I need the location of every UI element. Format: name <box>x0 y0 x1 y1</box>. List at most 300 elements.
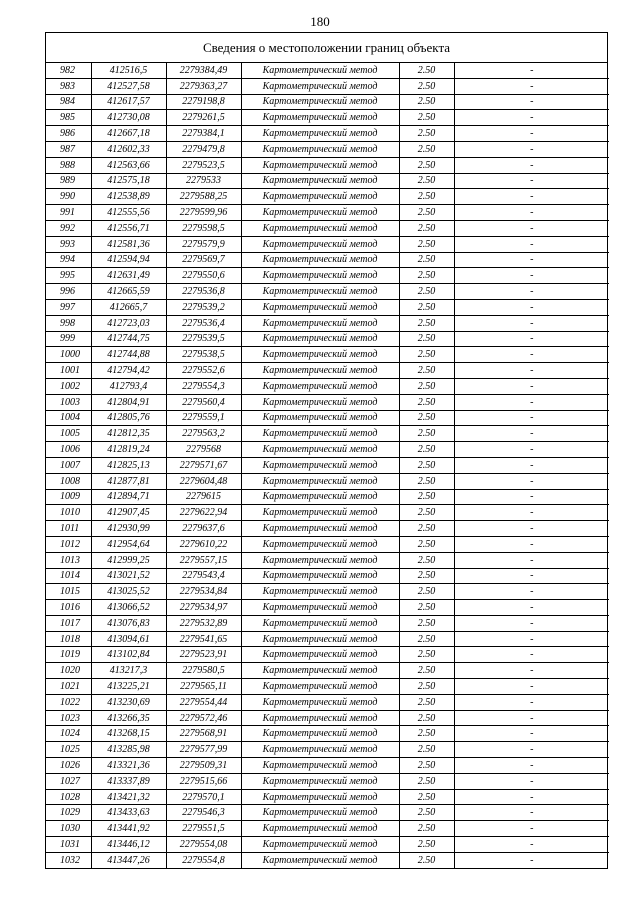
table-row <box>46 347 609 363</box>
table-row <box>46 568 609 584</box>
table-row <box>46 505 609 521</box>
coordinate-y-cell: 2279363,27 <box>166 78 241 94</box>
point-number-cell: 1031 <box>46 837 91 853</box>
table-row <box>46 710 609 726</box>
coordinate-x-cell: 412555,56 <box>91 205 166 221</box>
table-row <box>46 157 609 173</box>
coordinate-x-cell: 412665,7 <box>91 299 166 315</box>
point-number-cell: 1007 <box>46 457 91 473</box>
coordinate-x-cell: 412894,71 <box>91 489 166 505</box>
method-cell: Картометрический метод <box>241 141 399 157</box>
method-cell: Картометрический метод <box>241 505 399 521</box>
table-row <box>46 789 609 805</box>
table-row <box>46 473 609 489</box>
coordinate-x-cell: 412744,88 <box>91 347 166 363</box>
table-body <box>46 63 609 868</box>
note-cell: - <box>454 157 609 173</box>
coordinate-y-cell: 2279523,91 <box>166 647 241 663</box>
note-cell: - <box>454 552 609 568</box>
table-row <box>46 268 609 284</box>
accuracy-cell: 2.50 <box>399 78 454 94</box>
table-row <box>46 189 609 205</box>
note-cell: - <box>454 726 609 742</box>
coordinate-x-cell: 412812,35 <box>91 426 166 442</box>
coordinate-y-cell: 2279554,44 <box>166 694 241 710</box>
method-cell: Картометрический метод <box>241 647 399 663</box>
method-cell: Картометрический метод <box>241 347 399 363</box>
coordinate-x-cell: 412825,13 <box>91 457 166 473</box>
coordinate-y-cell: 2279560,4 <box>166 394 241 410</box>
method-cell: Картометрический метод <box>241 410 399 426</box>
point-number-cell: 1019 <box>46 647 91 663</box>
method-cell: Картометрический метод <box>241 805 399 821</box>
method-cell: Картометрический метод <box>241 331 399 347</box>
coordinate-y-cell: 2279554,3 <box>166 378 241 394</box>
coordinate-x-cell: 412617,57 <box>91 94 166 110</box>
accuracy-cell: 2.50 <box>399 268 454 284</box>
point-number-cell: 1027 <box>46 773 91 789</box>
point-number-cell: 1018 <box>46 631 91 647</box>
method-cell: Картометрический метод <box>241 299 399 315</box>
point-number-cell: 986 <box>46 126 91 142</box>
coordinate-y-cell: 2279568,91 <box>166 726 241 742</box>
method-cell: Картометрический метод <box>241 426 399 442</box>
note-cell: - <box>454 679 609 695</box>
point-number-cell: 995 <box>46 268 91 284</box>
accuracy-cell: 2.50 <box>399 299 454 315</box>
table-row <box>46 694 609 710</box>
point-number-cell: 1011 <box>46 521 91 537</box>
coordinate-x-cell: 413337,89 <box>91 773 166 789</box>
accuracy-cell: 2.50 <box>399 63 454 78</box>
coordinate-x-cell: 412538,89 <box>91 189 166 205</box>
coordinate-y-cell: 2279538,5 <box>166 347 241 363</box>
coordinate-x-cell: 412667,18 <box>91 126 166 142</box>
table-row <box>46 600 609 616</box>
method-cell: Картометрический метод <box>241 442 399 458</box>
note-cell: - <box>454 315 609 331</box>
point-number-cell: 983 <box>46 78 91 94</box>
coordinate-y-cell: 2279604,48 <box>166 473 241 489</box>
coordinate-y-cell: 2279571,67 <box>166 457 241 473</box>
method-cell: Картометрический метод <box>241 394 399 410</box>
coordinate-x-cell: 413076,83 <box>91 615 166 631</box>
accuracy-cell: 2.50 <box>399 758 454 774</box>
coordinate-x-cell: 412602,33 <box>91 141 166 157</box>
accuracy-cell: 2.50 <box>399 631 454 647</box>
coordinate-x-cell: 412804,91 <box>91 394 166 410</box>
coordinate-y-cell: 2279580,5 <box>166 663 241 679</box>
coordinate-x-cell: 413021,52 <box>91 568 166 584</box>
table-row <box>46 773 609 789</box>
accuracy-cell: 2.50 <box>399 663 454 679</box>
note-cell: - <box>454 600 609 616</box>
note-cell: - <box>454 584 609 600</box>
method-cell: Картометрический метод <box>241 126 399 142</box>
note-cell: - <box>454 742 609 758</box>
point-number-cell: 1025 <box>46 742 91 758</box>
method-cell: Картометрический метод <box>241 710 399 726</box>
note-cell: - <box>454 568 609 584</box>
note-cell: - <box>454 426 609 442</box>
method-cell: Картометрический метод <box>241 78 399 94</box>
coordinate-x-cell: 413433,63 <box>91 805 166 821</box>
note-cell: - <box>454 457 609 473</box>
accuracy-cell: 2.50 <box>399 710 454 726</box>
method-cell: Картометрический метод <box>241 252 399 268</box>
accuracy-cell: 2.50 <box>399 284 454 300</box>
coordinate-y-cell: 2279523,5 <box>166 157 241 173</box>
coordinate-y-cell: 2279479,8 <box>166 141 241 157</box>
accuracy-cell: 2.50 <box>399 426 454 442</box>
boundary-coordinates-table <box>46 63 609 868</box>
table-row <box>46 378 609 394</box>
table-row <box>46 457 609 473</box>
table-row <box>46 647 609 663</box>
coordinate-y-cell: 2279534,84 <box>166 584 241 600</box>
coordinate-y-cell: 2279539,5 <box>166 331 241 347</box>
table-row <box>46 410 609 426</box>
method-cell: Картометрический метод <box>241 236 399 252</box>
coordinate-x-cell: 412794,42 <box>91 363 166 379</box>
table-row <box>46 679 609 695</box>
method-cell: Картометрический метод <box>241 726 399 742</box>
coordinate-x-cell: 412805,76 <box>91 410 166 426</box>
point-number-cell: 990 <box>46 189 91 205</box>
point-number-cell: 1029 <box>46 805 91 821</box>
accuracy-cell: 2.50 <box>399 600 454 616</box>
coordinate-y-cell: 2279536,8 <box>166 284 241 300</box>
method-cell: Картометрический метод <box>241 568 399 584</box>
method-cell: Картометрический метод <box>241 773 399 789</box>
accuracy-cell: 2.50 <box>399 773 454 789</box>
table-row <box>46 126 609 142</box>
note-cell: - <box>454 63 609 78</box>
coordinate-x-cell: 413217,3 <box>91 663 166 679</box>
method-cell: Картометрический метод <box>241 821 399 837</box>
coordinate-x-cell: 412556,71 <box>91 220 166 236</box>
table-row <box>46 742 609 758</box>
coordinate-y-cell: 2279615 <box>166 489 241 505</box>
accuracy-cell: 2.50 <box>399 805 454 821</box>
point-number-cell: 1028 <box>46 789 91 805</box>
point-number-cell: 1008 <box>46 473 91 489</box>
note-cell: - <box>454 378 609 394</box>
note-cell: - <box>454 205 609 221</box>
note-cell: - <box>454 220 609 236</box>
coordinate-y-cell: 2279563,2 <box>166 426 241 442</box>
point-number-cell: 993 <box>46 236 91 252</box>
accuracy-cell: 2.50 <box>399 694 454 710</box>
coordinate-y-cell: 2279384,49 <box>166 63 241 78</box>
point-number-cell: 1004 <box>46 410 91 426</box>
coordinate-x-cell: 412665,59 <box>91 284 166 300</box>
method-cell: Картометрический метод <box>241 205 399 221</box>
accuracy-cell: 2.50 <box>399 821 454 837</box>
accuracy-cell: 2.50 <box>399 615 454 631</box>
note-cell: - <box>454 805 609 821</box>
coordinate-y-cell: 2279637,6 <box>166 521 241 537</box>
method-cell: Картометрический метод <box>241 600 399 616</box>
point-number-cell: 996 <box>46 284 91 300</box>
table-row <box>46 173 609 189</box>
table-row <box>46 837 609 853</box>
accuracy-cell: 2.50 <box>399 157 454 173</box>
accuracy-cell: 2.50 <box>399 489 454 505</box>
note-cell: - <box>454 394 609 410</box>
coordinate-y-cell: 2279569,7 <box>166 252 241 268</box>
coordinate-x-cell: 412877,81 <box>91 473 166 489</box>
coordinate-y-cell: 2279557,15 <box>166 552 241 568</box>
method-cell: Картометрический метод <box>241 615 399 631</box>
coordinate-x-cell: 412581,36 <box>91 236 166 252</box>
note-cell: - <box>454 473 609 489</box>
method-cell: Картометрический метод <box>241 489 399 505</box>
table-row <box>46 78 609 94</box>
table-row <box>46 236 609 252</box>
note-cell: - <box>454 236 609 252</box>
method-cell: Картометрический метод <box>241 220 399 236</box>
note-cell: - <box>454 363 609 379</box>
point-number-cell: 982 <box>46 63 91 78</box>
point-number-cell: 1026 <box>46 758 91 774</box>
note-cell: - <box>454 710 609 726</box>
point-number-cell: 1002 <box>46 378 91 394</box>
note-cell: - <box>454 299 609 315</box>
coordinate-x-cell: 412563,66 <box>91 157 166 173</box>
coordinate-y-cell: 2279572,46 <box>166 710 241 726</box>
coordinate-x-cell: 413230,69 <box>91 694 166 710</box>
note-cell: - <box>454 252 609 268</box>
accuracy-cell: 2.50 <box>399 363 454 379</box>
method-cell: Картометрический метод <box>241 758 399 774</box>
method-cell: Картометрический метод <box>241 268 399 284</box>
coordinate-y-cell: 2279198,8 <box>166 94 241 110</box>
coordinate-x-cell: 413421,32 <box>91 789 166 805</box>
accuracy-cell: 2.50 <box>399 457 454 473</box>
coordinate-x-cell: 413025,52 <box>91 584 166 600</box>
accuracy-cell: 2.50 <box>399 789 454 805</box>
note-cell: - <box>454 615 609 631</box>
coordinate-x-cell: 412527,58 <box>91 78 166 94</box>
method-cell: Картометрический метод <box>241 694 399 710</box>
accuracy-cell: 2.50 <box>399 442 454 458</box>
note-cell: - <box>454 505 609 521</box>
method-cell: Картометрический метод <box>241 584 399 600</box>
coordinate-x-cell: 413102,84 <box>91 647 166 663</box>
note-cell: - <box>454 489 609 505</box>
coordinate-x-cell: 412907,45 <box>91 505 166 521</box>
coordinate-y-cell: 2279541,65 <box>166 631 241 647</box>
note-cell: - <box>454 521 609 537</box>
point-number-cell: 1014 <box>46 568 91 584</box>
coordinate-x-cell: 413441,92 <box>91 821 166 837</box>
coordinate-x-cell: 412999,25 <box>91 552 166 568</box>
coordinate-y-cell: 2279532,89 <box>166 615 241 631</box>
point-number-cell: 1030 <box>46 821 91 837</box>
point-number-cell: 1023 <box>46 710 91 726</box>
table-row <box>46 94 609 110</box>
coordinate-y-cell: 2279509,31 <box>166 758 241 774</box>
coordinate-y-cell: 2279534,97 <box>166 600 241 616</box>
accuracy-cell: 2.50 <box>399 331 454 347</box>
coordinate-x-cell: 412594,94 <box>91 252 166 268</box>
table-row <box>46 363 609 379</box>
table-row <box>46 663 609 679</box>
coordinate-y-cell: 2279554,8 <box>166 852 241 867</box>
note-cell: - <box>454 647 609 663</box>
point-number-cell: 1009 <box>46 489 91 505</box>
accuracy-cell: 2.50 <box>399 220 454 236</box>
note-cell: - <box>454 110 609 126</box>
coordinate-x-cell: 412516,5 <box>91 63 166 78</box>
method-cell: Картометрический метод <box>241 679 399 695</box>
coordinate-x-cell: 413266,35 <box>91 710 166 726</box>
accuracy-cell: 2.50 <box>399 236 454 252</box>
point-number-cell: 1006 <box>46 442 91 458</box>
accuracy-cell: 2.50 <box>399 189 454 205</box>
accuracy-cell: 2.50 <box>399 347 454 363</box>
coordinate-y-cell: 2279570,1 <box>166 789 241 805</box>
method-cell: Картометрический метод <box>241 94 399 110</box>
coordinate-x-cell: 413446,12 <box>91 837 166 853</box>
method-cell: Картометрический метод <box>241 284 399 300</box>
note-cell: - <box>454 410 609 426</box>
point-number-cell: 999 <box>46 331 91 347</box>
point-number-cell: 1003 <box>46 394 91 410</box>
coordinate-y-cell: 2279579,9 <box>166 236 241 252</box>
accuracy-cell: 2.50 <box>399 521 454 537</box>
coordinate-x-cell: 413447,26 <box>91 852 166 867</box>
accuracy-cell: 2.50 <box>399 726 454 742</box>
coordinate-y-cell: 2279599,96 <box>166 205 241 221</box>
table-row <box>46 631 609 647</box>
table-row <box>46 110 609 126</box>
point-number-cell: 989 <box>46 173 91 189</box>
method-cell: Картометрический метод <box>241 157 399 173</box>
note-cell: - <box>454 631 609 647</box>
table-row <box>46 552 609 568</box>
point-number-cell: 984 <box>46 94 91 110</box>
point-number-cell: 985 <box>46 110 91 126</box>
method-cell: Картометрический метод <box>241 110 399 126</box>
method-cell: Картометрический метод <box>241 189 399 205</box>
note-cell: - <box>454 536 609 552</box>
coordinate-x-cell: 413268,15 <box>91 726 166 742</box>
method-cell: Картометрический метод <box>241 378 399 394</box>
accuracy-cell: 2.50 <box>399 394 454 410</box>
note-cell: - <box>454 837 609 853</box>
point-number-cell: 1024 <box>46 726 91 742</box>
accuracy-cell: 2.50 <box>399 315 454 331</box>
coordinate-y-cell: 2279536,4 <box>166 315 241 331</box>
table-row <box>46 726 609 742</box>
point-number-cell: 1012 <box>46 536 91 552</box>
note-cell: - <box>454 442 609 458</box>
accuracy-cell: 2.50 <box>399 568 454 584</box>
note-cell: - <box>454 189 609 205</box>
boundary-table-section <box>45 32 608 869</box>
point-number-cell: 991 <box>46 205 91 221</box>
note-cell: - <box>454 852 609 867</box>
note-cell: - <box>454 773 609 789</box>
accuracy-cell: 2.50 <box>399 410 454 426</box>
table-row <box>46 284 609 300</box>
note-cell: - <box>454 331 609 347</box>
coordinate-y-cell: 2279598,5 <box>166 220 241 236</box>
accuracy-cell: 2.50 <box>399 552 454 568</box>
table-row <box>46 821 609 837</box>
method-cell: Картометрический метод <box>241 663 399 679</box>
accuracy-cell: 2.50 <box>399 679 454 695</box>
coordinate-x-cell: 412930,99 <box>91 521 166 537</box>
method-cell: Картометрический метод <box>241 631 399 647</box>
accuracy-cell: 2.50 <box>399 852 454 867</box>
method-cell: Картометрический метод <box>241 315 399 331</box>
point-number-cell: 997 <box>46 299 91 315</box>
coordinate-x-cell: 412744,75 <box>91 331 166 347</box>
note-cell: - <box>454 126 609 142</box>
accuracy-cell: 2.50 <box>399 647 454 663</box>
point-number-cell: 1010 <box>46 505 91 521</box>
method-cell: Картометрический метод <box>241 457 399 473</box>
note-cell: - <box>454 284 609 300</box>
table-row <box>46 584 609 600</box>
accuracy-cell: 2.50 <box>399 837 454 853</box>
note-cell: - <box>454 173 609 189</box>
coordinate-x-cell: 412793,4 <box>91 378 166 394</box>
point-number-cell: 1001 <box>46 363 91 379</box>
coordinate-y-cell: 2279610,22 <box>166 536 241 552</box>
point-number-cell: 1020 <box>46 663 91 679</box>
accuracy-cell: 2.50 <box>399 378 454 394</box>
point-number-cell: 998 <box>46 315 91 331</box>
accuracy-cell: 2.50 <box>399 173 454 189</box>
point-number-cell: 1013 <box>46 552 91 568</box>
coordinate-x-cell: 412723,03 <box>91 315 166 331</box>
table-row <box>46 331 609 347</box>
coordinate-y-cell: 2279550,6 <box>166 268 241 284</box>
accuracy-cell: 2.50 <box>399 505 454 521</box>
coordinate-y-cell: 2279577,99 <box>166 742 241 758</box>
table-row <box>46 805 609 821</box>
method-cell: Картометрический метод <box>241 742 399 758</box>
note-cell: - <box>454 758 609 774</box>
coordinate-y-cell: 2279546,3 <box>166 805 241 821</box>
point-number-cell: 1021 <box>46 679 91 695</box>
method-cell: Картометрический метод <box>241 173 399 189</box>
method-cell: Картометрический метод <box>241 837 399 853</box>
accuracy-cell: 2.50 <box>399 94 454 110</box>
point-number-cell: 1022 <box>46 694 91 710</box>
coordinate-x-cell: 413094,61 <box>91 631 166 647</box>
coordinate-x-cell: 412730,08 <box>91 110 166 126</box>
note-cell: - <box>454 694 609 710</box>
coordinate-y-cell: 2279543,4 <box>166 568 241 584</box>
point-number-cell: 994 <box>46 252 91 268</box>
accuracy-cell: 2.50 <box>399 473 454 489</box>
coordinate-x-cell: 412575,18 <box>91 173 166 189</box>
table-row <box>46 442 609 458</box>
coordinate-x-cell: 413066,52 <box>91 600 166 616</box>
method-cell: Картометрический метод <box>241 521 399 537</box>
point-number-cell: 1015 <box>46 584 91 600</box>
table-row <box>46 615 609 631</box>
coordinate-y-cell: 2279539,2 <box>166 299 241 315</box>
point-number-cell: 1017 <box>46 615 91 631</box>
coordinate-y-cell: 2279559,1 <box>166 410 241 426</box>
coordinate-x-cell: 413225,21 <box>91 679 166 695</box>
